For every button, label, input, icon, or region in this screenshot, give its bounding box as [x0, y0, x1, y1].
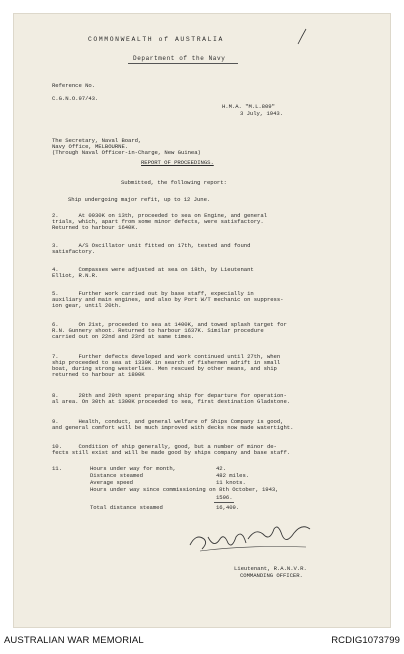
sum-rule — [214, 502, 234, 503]
paragraph-6-line: 6. On 21st, proceeded to sea at 1400K, and towed splash target for — [52, 321, 287, 328]
paragraph-7-line: boat, during strong westerlies. Men rescued by other means, and ship — [52, 365, 277, 372]
paragraph-4-line: 4. Compasses were adjusted at sea on 18th, by Lieutenant — [52, 266, 254, 273]
paragraph-9-line: 9. Health, conduct, and general welfare of Ships Company is good, — [52, 418, 284, 425]
paragraph-2-line: trials, which, apart from some minor defects, were satisfactory. — [52, 218, 264, 225]
ship-name: H.M.A. "M.L.809" — [222, 103, 275, 110]
paragraph-2-line: 2. At 0930K on 13th, proceeded to sea on Engine, and general — [52, 212, 267, 219]
paragraph-8-line: 8. 28th and 29th spent preparing ship for departure for operation- — [52, 392, 287, 399]
paragraph-10-line: 10. Condition of ship generally, good, but a number of minor de- — [52, 443, 277, 450]
signatory-title: COMMANDING OFFICER. — [240, 572, 303, 579]
paragraph-10-line: fects still exist and will be made good by ships company and base staff. — [52, 449, 291, 456]
report-intro: Submitted, the following report: — [121, 179, 227, 186]
paragraph-8-line: al area. On 30th at 1300K proceeded to sea, first destination Gladstone. — [52, 398, 291, 405]
reference-number: C.G.N.O.97/43. — [52, 95, 99, 102]
handwritten-signature — [186, 515, 316, 555]
signatory-rank: Lieutenant, R.A.N.V.R. — [234, 565, 307, 572]
letterhead-department: Department of the Navy — [133, 55, 226, 62]
paragraph-4-line: Elliot, R.N.R. — [52, 272, 99, 279]
stat-label: Hours under way for month, — [90, 465, 176, 472]
report-date: 3 July, 1943. — [240, 110, 283, 117]
paragraph-9-line: and general comfort will be much improved with decks now made watertight. — [52, 424, 294, 431]
paragraph-1: Ship undergoing major refit, up to 12 June. — [68, 196, 211, 203]
stat-value: 11 knots. — [216, 479, 246, 486]
stat-value: 42. — [216, 465, 226, 472]
footer-archive-name: AUSTRALIAN WAR MEMORIAL — [4, 635, 144, 646]
footer-record-id: RCDIG1073799 — [331, 635, 400, 646]
stat-label: Average speed — [90, 479, 133, 486]
letterhead-title: COMMONWEALTH of AUSTRALIA — [88, 36, 224, 43]
header-rule — [128, 63, 238, 64]
paragraph-6-line: R.N. Gunnery shoot. Returned to harbour 1637K. Similar procedure — [52, 327, 264, 334]
paragraph-6-line: carried out on 22nd and 23rd at same times. — [52, 333, 195, 340]
addressee-line: Navy Office, MELBOURNE. — [52, 143, 129, 150]
pen-stroke-mark — [296, 28, 308, 46]
paragraph-7-line: returned to harbour at 1800K — [52, 371, 145, 378]
paragraph-3-line: satisfactory. — [52, 248, 95, 255]
paragraph-3-line: 3. A/S Oscillator unit fitted on 17th, tested and found — [52, 242, 251, 249]
stat-label-commissioning: Hours under way since commissioning on 8th October, 1943, — [90, 486, 279, 493]
addressee-line: The Secretary, Naval Board, — [52, 137, 142, 144]
reference-label: Reference No. — [52, 82, 95, 89]
paragraph-7-line: ship proceeded to sea at 1330K in search of fishermen adrift in small — [52, 359, 281, 366]
paragraph-5-line: auxiliary and main engines, and also by Port W/T mechanic on suppress- — [52, 296, 284, 303]
paragraph-2-line: Returned to harbour 1640K. — [52, 224, 138, 231]
paragraph-7-line: 7. Further defects developed and work continued until 27th, when — [52, 353, 281, 360]
stat-value-commissioning: 1596. — [216, 494, 233, 501]
paragraph-11-number: 11. — [52, 465, 62, 472]
stat-value-total: 16,409. — [216, 504, 240, 511]
report-subject: REPORT OF PROCEEDINGS. — [141, 159, 214, 166]
addressee-line: (Through Naval Officer-in-Charge, New Guinea) — [52, 149, 201, 156]
stat-label: Distance steamed — [90, 472, 143, 479]
stat-value: 482 miles. — [216, 472, 250, 479]
paragraph-5-line: 5. Further work carried out by base staff, expecially in — [52, 290, 254, 297]
stat-label-total: Total distance steamed — [90, 504, 163, 511]
paragraph-5-line: ion gear, until 20th. — [52, 302, 122, 309]
